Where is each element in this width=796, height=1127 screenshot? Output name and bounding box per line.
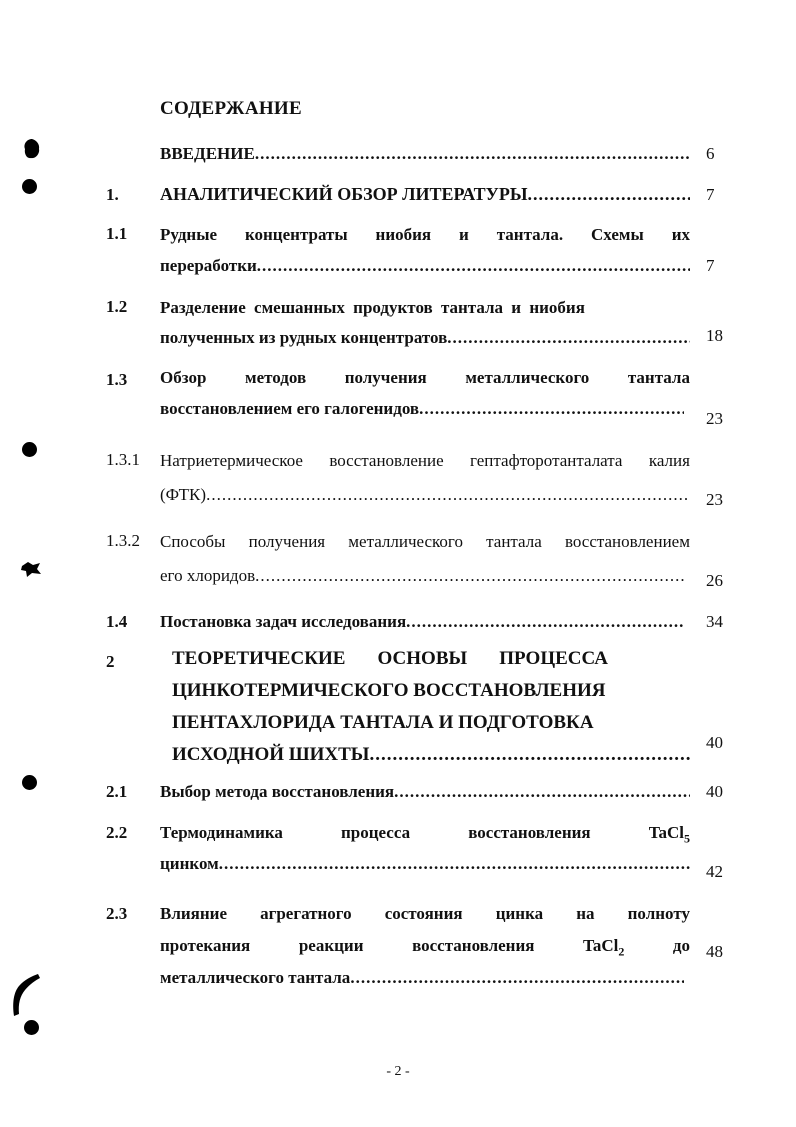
toc-entry-title-cont[interactable]: (ФТК) ..... [160, 484, 690, 506]
toc-entry-title-cont[interactable]: восстановлением его галогенидов ..... [160, 398, 684, 420]
toc-page-number: 23 [706, 490, 723, 509]
toc-entry-number: 1.2 [106, 297, 128, 316]
toc-entry-title[interactable]: Постановка задач исследования ..... [160, 611, 684, 633]
toc-page-number: 48 [706, 942, 723, 961]
toc-entry-title[interactable]: Обзор методов получения металлического тантала [160, 368, 690, 387]
toc-entry-title-cont[interactable]: цинком ..... [160, 853, 690, 875]
toc-entry-title-cont[interactable]: ЦИНКОТЕРМИЧЕСКОГО ВОССТАНОВЛЕНИЯ [172, 680, 606, 701]
toc-page-number: 23 [706, 409, 723, 428]
toc-entry-title[interactable]: Способы получения металлического тантала восстановлением [160, 532, 690, 551]
toc-entry-title-cont[interactable]: его хлоридов ..... [160, 565, 684, 587]
ink-blot-mark [22, 138, 42, 160]
toc-entry-title[interactable]: Термодинамика процесса восстановления TaCl$_5$ [160, 823, 690, 846]
toc-page-number: 40 [706, 733, 723, 752]
punch-hole-mark [22, 179, 37, 194]
ink-blot-mark [10, 972, 42, 1018]
toc-entry-number: 1.3.1 [106, 450, 140, 469]
toc-page-number: 40 [706, 782, 723, 801]
punch-hole-mark [22, 442, 37, 457]
toc-page-number: 6 [706, 144, 715, 163]
toc-entry-title[interactable]: ТЕОРЕТИЧЕСКИЕ ОСНОВЫ ПРОЦЕССА [172, 648, 608, 669]
toc-entry-title-cont[interactable]: протекания реакции восстановления TaCl$_2$ до [160, 936, 690, 959]
page-title: СОДЕРЖАНИЕ [160, 98, 302, 119]
punch-hole-mark [24, 1020, 39, 1035]
toc-entry-number: 1.3.2 [106, 531, 140, 550]
toc-page-number: 7 [706, 256, 715, 275]
toc-entry-title[interactable]: Рудные концентраты ниобия и тантала. Схемы их [160, 225, 690, 244]
toc-entry-number: 2.3 [106, 904, 128, 923]
toc-page-number: 42 [706, 862, 723, 881]
toc-entry-title-cont[interactable]: ИСХОДНОЙ ШИХТЫ ..... [172, 743, 690, 767]
toc-entry-title-cont[interactable]: ПЕНТАХЛОРИДА ТАНТАЛА И ПОДГОТОВКА [172, 712, 594, 733]
toc-entry-number: 1.4 [106, 612, 128, 631]
toc-entry-title-cont[interactable]: переработки ..... [160, 255, 690, 277]
toc-entry-title[interactable]: АНАЛИТИЧЕСКИЙ ОБЗОР ЛИТЕРАТУРЫ ..... [160, 183, 690, 205]
toc-entry-number: 1. [106, 185, 119, 204]
toc-entry-number: 2.2 [106, 823, 128, 842]
toc-entry-number: 2.1 [106, 782, 128, 801]
punch-hole-mark [22, 775, 37, 790]
toc-entry-number: 2 [106, 652, 115, 671]
toc-entry-title-cont[interactable]: металлического тантала ..... [160, 967, 684, 989]
toc-page-number: 26 [706, 571, 723, 590]
page-number-footer: - 2 - [386, 1064, 410, 1079]
ink-blot-mark [20, 560, 42, 578]
toc-entry-title-cont[interactable]: полученных из рудных концентратов ..... [160, 327, 690, 349]
toc-entry-title[interactable]: ВВЕДЕНИЕ ..... [160, 143, 690, 165]
toc-entry-title[interactable]: Влияние агрегатного состояния цинка на полноту [160, 904, 690, 923]
toc-entry-number: 1.3 [106, 370, 128, 389]
toc-page-number: 18 [706, 326, 723, 345]
toc-entry-title[interactable]: Разделение смешанных продуктов тантала и ниобия [160, 298, 585, 317]
toc-entry-title[interactable]: Выбор метода восстановления ..... [160, 781, 690, 803]
toc-page-number: 34 [706, 612, 723, 631]
toc-entry-number: 1.1 [106, 224, 128, 243]
toc-page-number: 7 [706, 185, 715, 204]
toc-entry-title[interactable]: Натриетермическое восстановление гептафторотанталата калия [160, 451, 690, 470]
